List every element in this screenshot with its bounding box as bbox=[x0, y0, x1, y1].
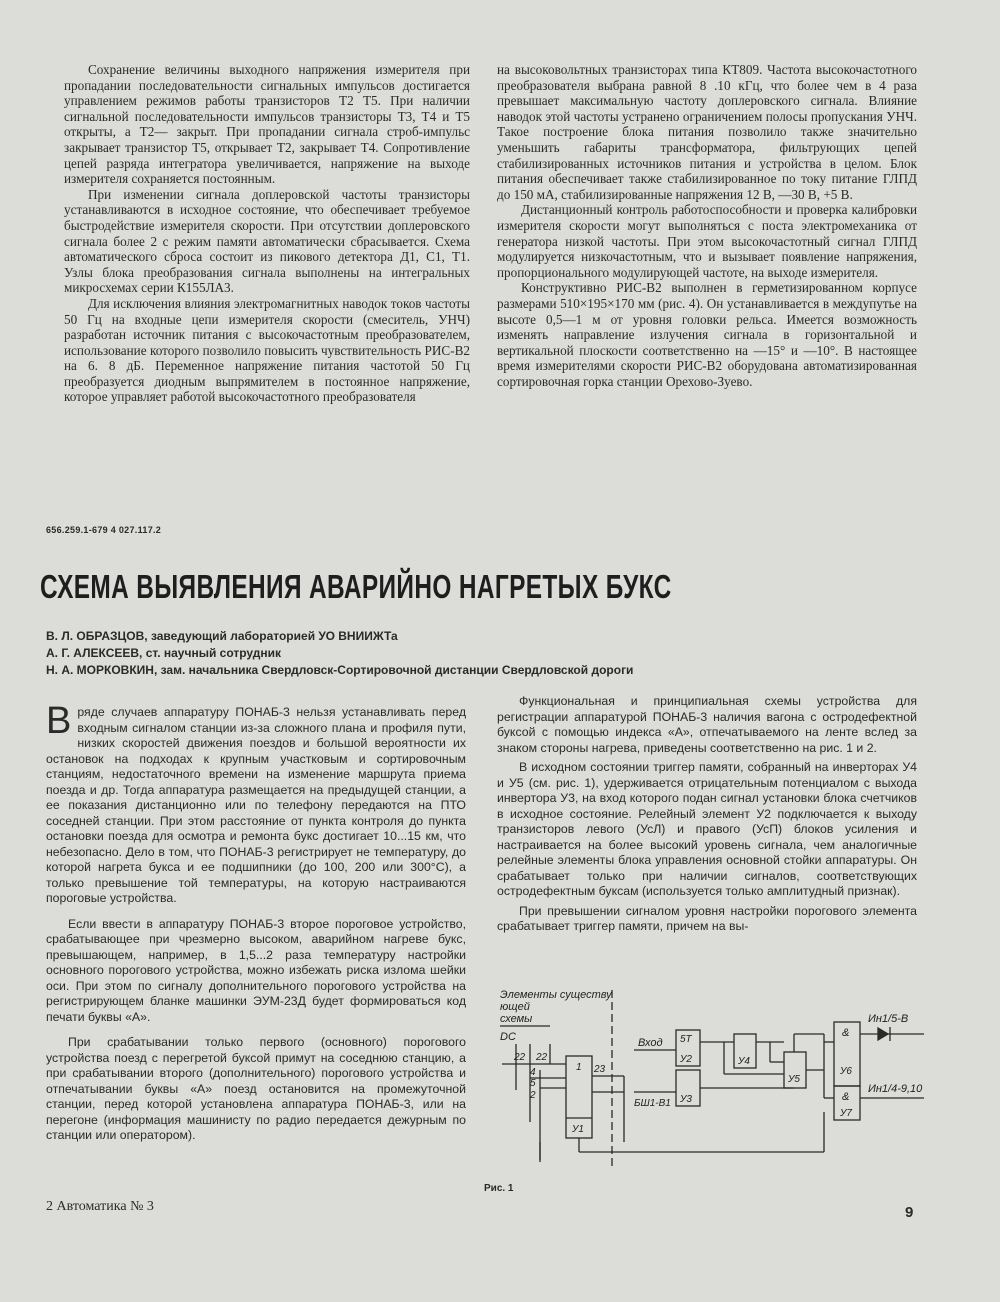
footer-journal: 2 Автоматика № 3 bbox=[46, 1199, 154, 1214]
diagram-header: Элементы существу bbox=[500, 989, 612, 1001]
figure-caption: Рис. 1 bbox=[484, 1183, 514, 1194]
paragraph: Сохранение величины выходного напряжения измерителя при пропадании последовательности сигнальных импульсов достигается управлением режимов работы транзисторов Т2 Т5. При наличии сигнальной последовательности импульсов транзисторы Т3, Т4 и Т5 открыты, а Т2— закрыт. При пропадании сигнала строб-импульс закрывает транзистор Т5, открывает Т2, закрывает Т4. Сопротивление цепей разряда интегратора увеличивается, напряжение на выходе измерителя сохраняется постоянным. bbox=[64, 62, 470, 187]
diagram-label: У3 bbox=[680, 1094, 692, 1105]
diagram-output: Ин1/5-В bbox=[868, 1013, 909, 1025]
top-right-column bbox=[497, 62, 917, 389]
diagram-label: 1 bbox=[576, 1062, 582, 1073]
author-line: В. Л. ОБРАЗЦОВ, заведующий лабораторией УО ВНИИЖТа bbox=[46, 629, 398, 643]
diagram-label: & bbox=[842, 1091, 850, 1103]
paragraph: Функциональная и принципиальная схемы устройства для регистрации аппаратурой ПОНАБ-3 наличия вагона с остродефектной буксой с помощью индекса «А», отпечатываемого на ленте вслед за знаком стороны нагрева, приведены соответственно на рис. 1 и 2. bbox=[497, 694, 917, 755]
paragraph: При срабатывании только первого (основного) порогового устройства поезд с перегретой буксой примут на соседнюю станцию, а при срабатывании второго (дополнительного) порогового устройства и отпечатывании буквы «А» поезд остановится на промежуточной станции, перед которой установлена аппаратура ПОНАБ-3, или на перегоне (информация машинисту по радио передается дежурным по станции или оператором). bbox=[46, 1035, 466, 1142]
author-line: А. Г. АЛЕКСЕЕВ, ст. научный сотрудник bbox=[46, 646, 282, 660]
paragraph: В исходном состоянии триггер памяти, собранный на инверторах У4 и У5 (см. рис. 1), удерживается отрицательным потенциалом с выхода инвертора У3, на вход которого подан сигнал установки блока счетчиков в исходное состояние. Релейный элемент У2 подключается к выходу транзисторов левого (УсЛ) и правого (УсП) блоков усиления и настраивается на более высокий уровень сигнала, чем аналогичные релейные элементы блока управления основной стойки аппаратуры. Он срабатывает только при наличии сигналов, соответствующих остродефектным буксам (используется только амплитудный признак). bbox=[497, 760, 917, 898]
drop-cap: В bbox=[46, 700, 72, 742]
paragraph: Если ввести в аппаратуру ПОНАБ-3 второе пороговое устройство, срабатывающее при чрезмерно высоком, аварийном нагреве букс, превышающем, например, в 1,5...2 раза температуру настройки основного порогового устройства, можно избежать риска излома шейки оси. При этом по сигналу дополнительного порогового устройства на регистрирующем бланке машинки ЭУМ-23Д будет формироваться код печати буквы «А». bbox=[46, 916, 466, 1024]
diagram-label: У1 bbox=[572, 1124, 584, 1135]
paragraph: Конструктивно РИС-В2 выполнен в герметизированном корпусе размерами 510×195×170 мм (рис. 4). Он устанавливается в междупутье на высоте 0,5—1 м от уровня головки рельса. Имеется возможность изменять направление излучения сигнала в горизонтальной и вертикальной плоскости соответственно на —15° и —10°. В настоящее время измерителями скорости РИС-В2 оборудована автоматизированная сортировочная горка станции Орехово-Зуево. bbox=[497, 280, 917, 389]
paragraph bbox=[46, 700, 466, 907]
diagram-label: 22 bbox=[514, 1052, 526, 1063]
body-right-column bbox=[497, 694, 917, 939]
diagram-label: У6 bbox=[840, 1066, 852, 1077]
circuit-diagram bbox=[494, 982, 944, 1177]
author-list bbox=[46, 628, 633, 679]
diagram-header: ющей bbox=[500, 1001, 530, 1013]
paragraph: Дистанционный контроль работоспособности и проверка калибровки измерителя скорости могут выполняться с поста электромеханика от генератора низкой частоты. При этом высокочастотный сигнал ГЛПД модулируется низкочастотным, что и вызывает появление напряжения, пропорционального модулирующей частоте, на выходе измерителя. bbox=[497, 202, 917, 280]
udc-code: 656.259.1-679 4 027.117.2 bbox=[46, 525, 162, 535]
diagram-label: 23 bbox=[594, 1064, 606, 1075]
diagram-label: 5Т bbox=[680, 1034, 692, 1045]
diagram-label: 22 bbox=[536, 1052, 548, 1063]
paragraph: Для исключения влияния электромагнитных наводок токов частоты 50 Гц на входные цепи измерителя скорости (смеситель, УНЧ) разработан источник питания с высокочастотным преобразователем, использование которого позволило повысить чувствительность РИС-В2 на 6. 8 дБ. Переменное напряжение питания частотой 50 Гц преобразуется диодным выпрямителем в постоянное напряжение, которое управляет работой высокочастотного преобразователя bbox=[64, 295, 470, 405]
top-left-column bbox=[64, 62, 470, 405]
diagram-label: У2 bbox=[680, 1054, 692, 1065]
diagram-label: У7 bbox=[840, 1108, 852, 1119]
diagram-label: У5 bbox=[788, 1074, 800, 1085]
diagram-label: 4 bbox=[530, 1067, 536, 1078]
author-line: Н. А. МОРКОВКИН, зам. начальника Свердловск-Сортировочной дистанции Свердловской дороги bbox=[46, 663, 634, 677]
diagram-label: БШ1-В1 bbox=[634, 1098, 671, 1109]
page-number: 9 bbox=[905, 1204, 914, 1221]
diagram-label: & bbox=[842, 1027, 850, 1039]
diagram-label: DC bbox=[500, 1031, 516, 1043]
paragraph: При превышении сигналом уровня настройки порогового элемента срабатывает триггер памяти, причем на вы- bbox=[497, 903, 917, 933]
diagram-label: 2 bbox=[530, 1090, 536, 1101]
paragraph: При изменении сигнала доплеровской частоты транзисторы устанавливаются в исходное состояние, что обеспечивает требуемое быстродействие измерителя скорости. При отсутствии доплеровского сигнала более 2 с режим памяти автоматически сбрасывается. Схема автоматического сброса состоит из пикового детектора Д1, С1, Т1. Узлы блока преобразования сигнала выполнены на интегральных микросхемах серии К155ЛА3. bbox=[64, 186, 470, 296]
diagram-header: схемы bbox=[500, 1013, 533, 1025]
body-left-column bbox=[46, 700, 466, 1148]
paragraph-text: ряде случаев аппаратуру ПОНАБ-3 нельзя устанавливать перед входным сигналом станции из-за сложного плана и профиля пути, низких скоростей движения поездов и большой вероятности их остановок на подходах к крупным участковым и сортировочным станциям, недостаточного времени на изменение маршрута приема поезда и др. Тогда аппаратура размещается на предыдущей станции, а ее показания дистанционно или по телефону передаются на ПТО соседней станции. При этом расстояние от пункта контроля до пункта остановки поезда для осмотра и ремонта букс достигает 10...15 км, что небезопасно. Дело в том, что ПОНАБ-3 регистрирует не температуру, до которой нагрета букса и ее подшипники (до 100, 200 или 300°С), а только превышение той температуры, на которую настраиваются пороговые устройства. bbox=[46, 705, 466, 905]
diagram-label: 5 bbox=[530, 1078, 536, 1089]
diagram-label: Вход bbox=[638, 1037, 663, 1049]
paragraph: на высоковольтных транзисторах типа КТ809. Частота высокочастотного преобразователя выбрана равной 8 .10 кГц, что более чем в 4 раза превышает максимальную частоту доплеровского сигнала. Влияние наводок этой частоты устранено ограничением полосы пропускания УНЧ. Такое построение блока питания позволило также значительно уменьшить габариты трансформатора, фильтрующих цепей стабилизированных источников питания и устройства в целом. Блок питания обеспечивает также стабилизированное по току питание ГЛПД до 150 мА, стабилизированные напряжения 12 В, —30 В, +5 В. bbox=[497, 62, 917, 202]
article-title: СХЕМА ВЫЯВЛЕНИЯ АВАРИЙНО НАГРЕТЫХ БУКС bbox=[40, 568, 672, 605]
diagram-label: У4 bbox=[738, 1056, 750, 1067]
diagram-output: Ин1/4-9,10 bbox=[868, 1083, 923, 1095]
